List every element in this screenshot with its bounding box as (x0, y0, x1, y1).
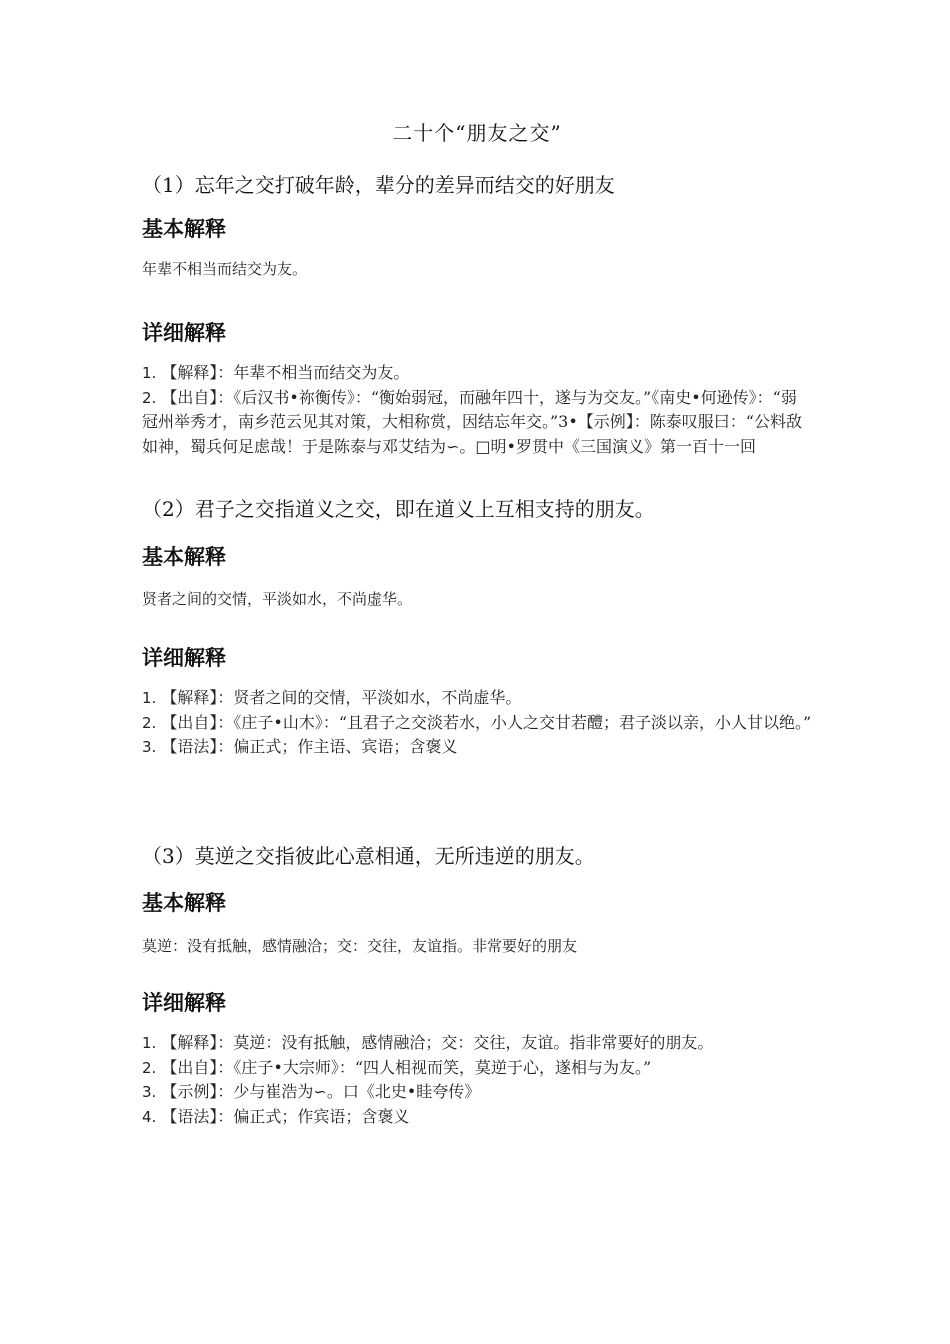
list-item (142, 361, 812, 386)
list-item (142, 1031, 812, 1056)
item-number: 1. (142, 364, 157, 382)
item-text: 【解释】：贤者之间的交情，平淡如水，不尚虚华。 (161, 688, 522, 707)
item-text: 【示例】：少与崔浩为∽。口《北史•眭夸传》 (161, 1082, 481, 1101)
item-text: 【出自】：《后汉书•祢衡传》：“衡始弱冠，而融年四十，遂与为交友。”《南史•何逊传》：“弱冠州举秀才，南乡范云见其对策，大相称赏，因结忘年交。”3•【示例】：陈泰叹服曰：“公料敌如神，蜀兵何足虑哉！于是陈泰与邓艾结为∽。□明•罗贯中《三国演义》第一百十一回 (142, 387, 802, 456)
detail-heading: 详细解释 (142, 646, 226, 670)
detail-list (142, 686, 812, 760)
basic-heading: 基本解释 (142, 545, 226, 569)
basic-text: 莫逆：没有抵触，感情融洽；交：交往，友谊指。非常要好的朋友 (142, 937, 578, 955)
basic-heading: 基本解释 (142, 891, 226, 915)
item-number: 1. (142, 689, 157, 707)
basic-text: 贤者之间的交情，平淡如水，不尚虚华。 (142, 590, 413, 608)
list-item (142, 711, 812, 736)
item-number: 2. (142, 388, 157, 407)
list-item (142, 1056, 812, 1081)
item-number: 1. (142, 1034, 157, 1052)
list-item (142, 1080, 812, 1105)
list-item (142, 386, 812, 460)
section-heading: （2）君子之交指道义之交，即在道义上互相支持的朋友。 (142, 497, 655, 521)
section-heading: （1）忘年之交打破年龄，辈分的差异而结交的好朋友 (142, 173, 615, 197)
item-text: 【出自】：《庄子•山木》：“且君子之交淡若水，小人之交甘若醴；君子淡以亲，小人甘以绝。” (161, 712, 812, 732)
basic-text: 年辈不相当而结交为友。 (142, 260, 308, 278)
item-number: 2. (142, 713, 157, 732)
detail-list (142, 1031, 812, 1129)
item-text: 【语法】：偏正式；作宾语；含褒义 (161, 1106, 410, 1126)
basic-heading: 基本解释 (142, 217, 226, 241)
list-item (142, 735, 812, 760)
list-item (142, 1105, 812, 1130)
list-item (142, 686, 812, 711)
section-heading: （3）莫逆之交指彼此心意相通，无所违逆的朋友。 (142, 844, 595, 868)
document-title: 二十个“朋友之交” (392, 121, 562, 145)
item-number: 3. (142, 738, 157, 756)
item-text: 【语法】：偏正式；作主语、宾语；含褒义 (161, 737, 458, 756)
item-number: 2. (142, 1058, 157, 1077)
detail-heading: 详细解释 (142, 321, 226, 345)
detail-list (142, 361, 812, 459)
item-text: 【解释】：莫逆：没有抵触，感情融洽；交：交往，友谊。指非常要好的朋友。 (161, 1033, 714, 1052)
item-text: 【解释】：年辈不相当而结交为友。 (161, 363, 410, 382)
detail-heading: 详细解释 (142, 991, 226, 1015)
item-text: 【出自】：《庄子•大宗师》：“四人相视而笑，莫逆于心，遂相与为友。” (161, 1057, 652, 1077)
item-number: 3. (142, 1083, 157, 1101)
item-number: 4. (142, 1107, 157, 1126)
